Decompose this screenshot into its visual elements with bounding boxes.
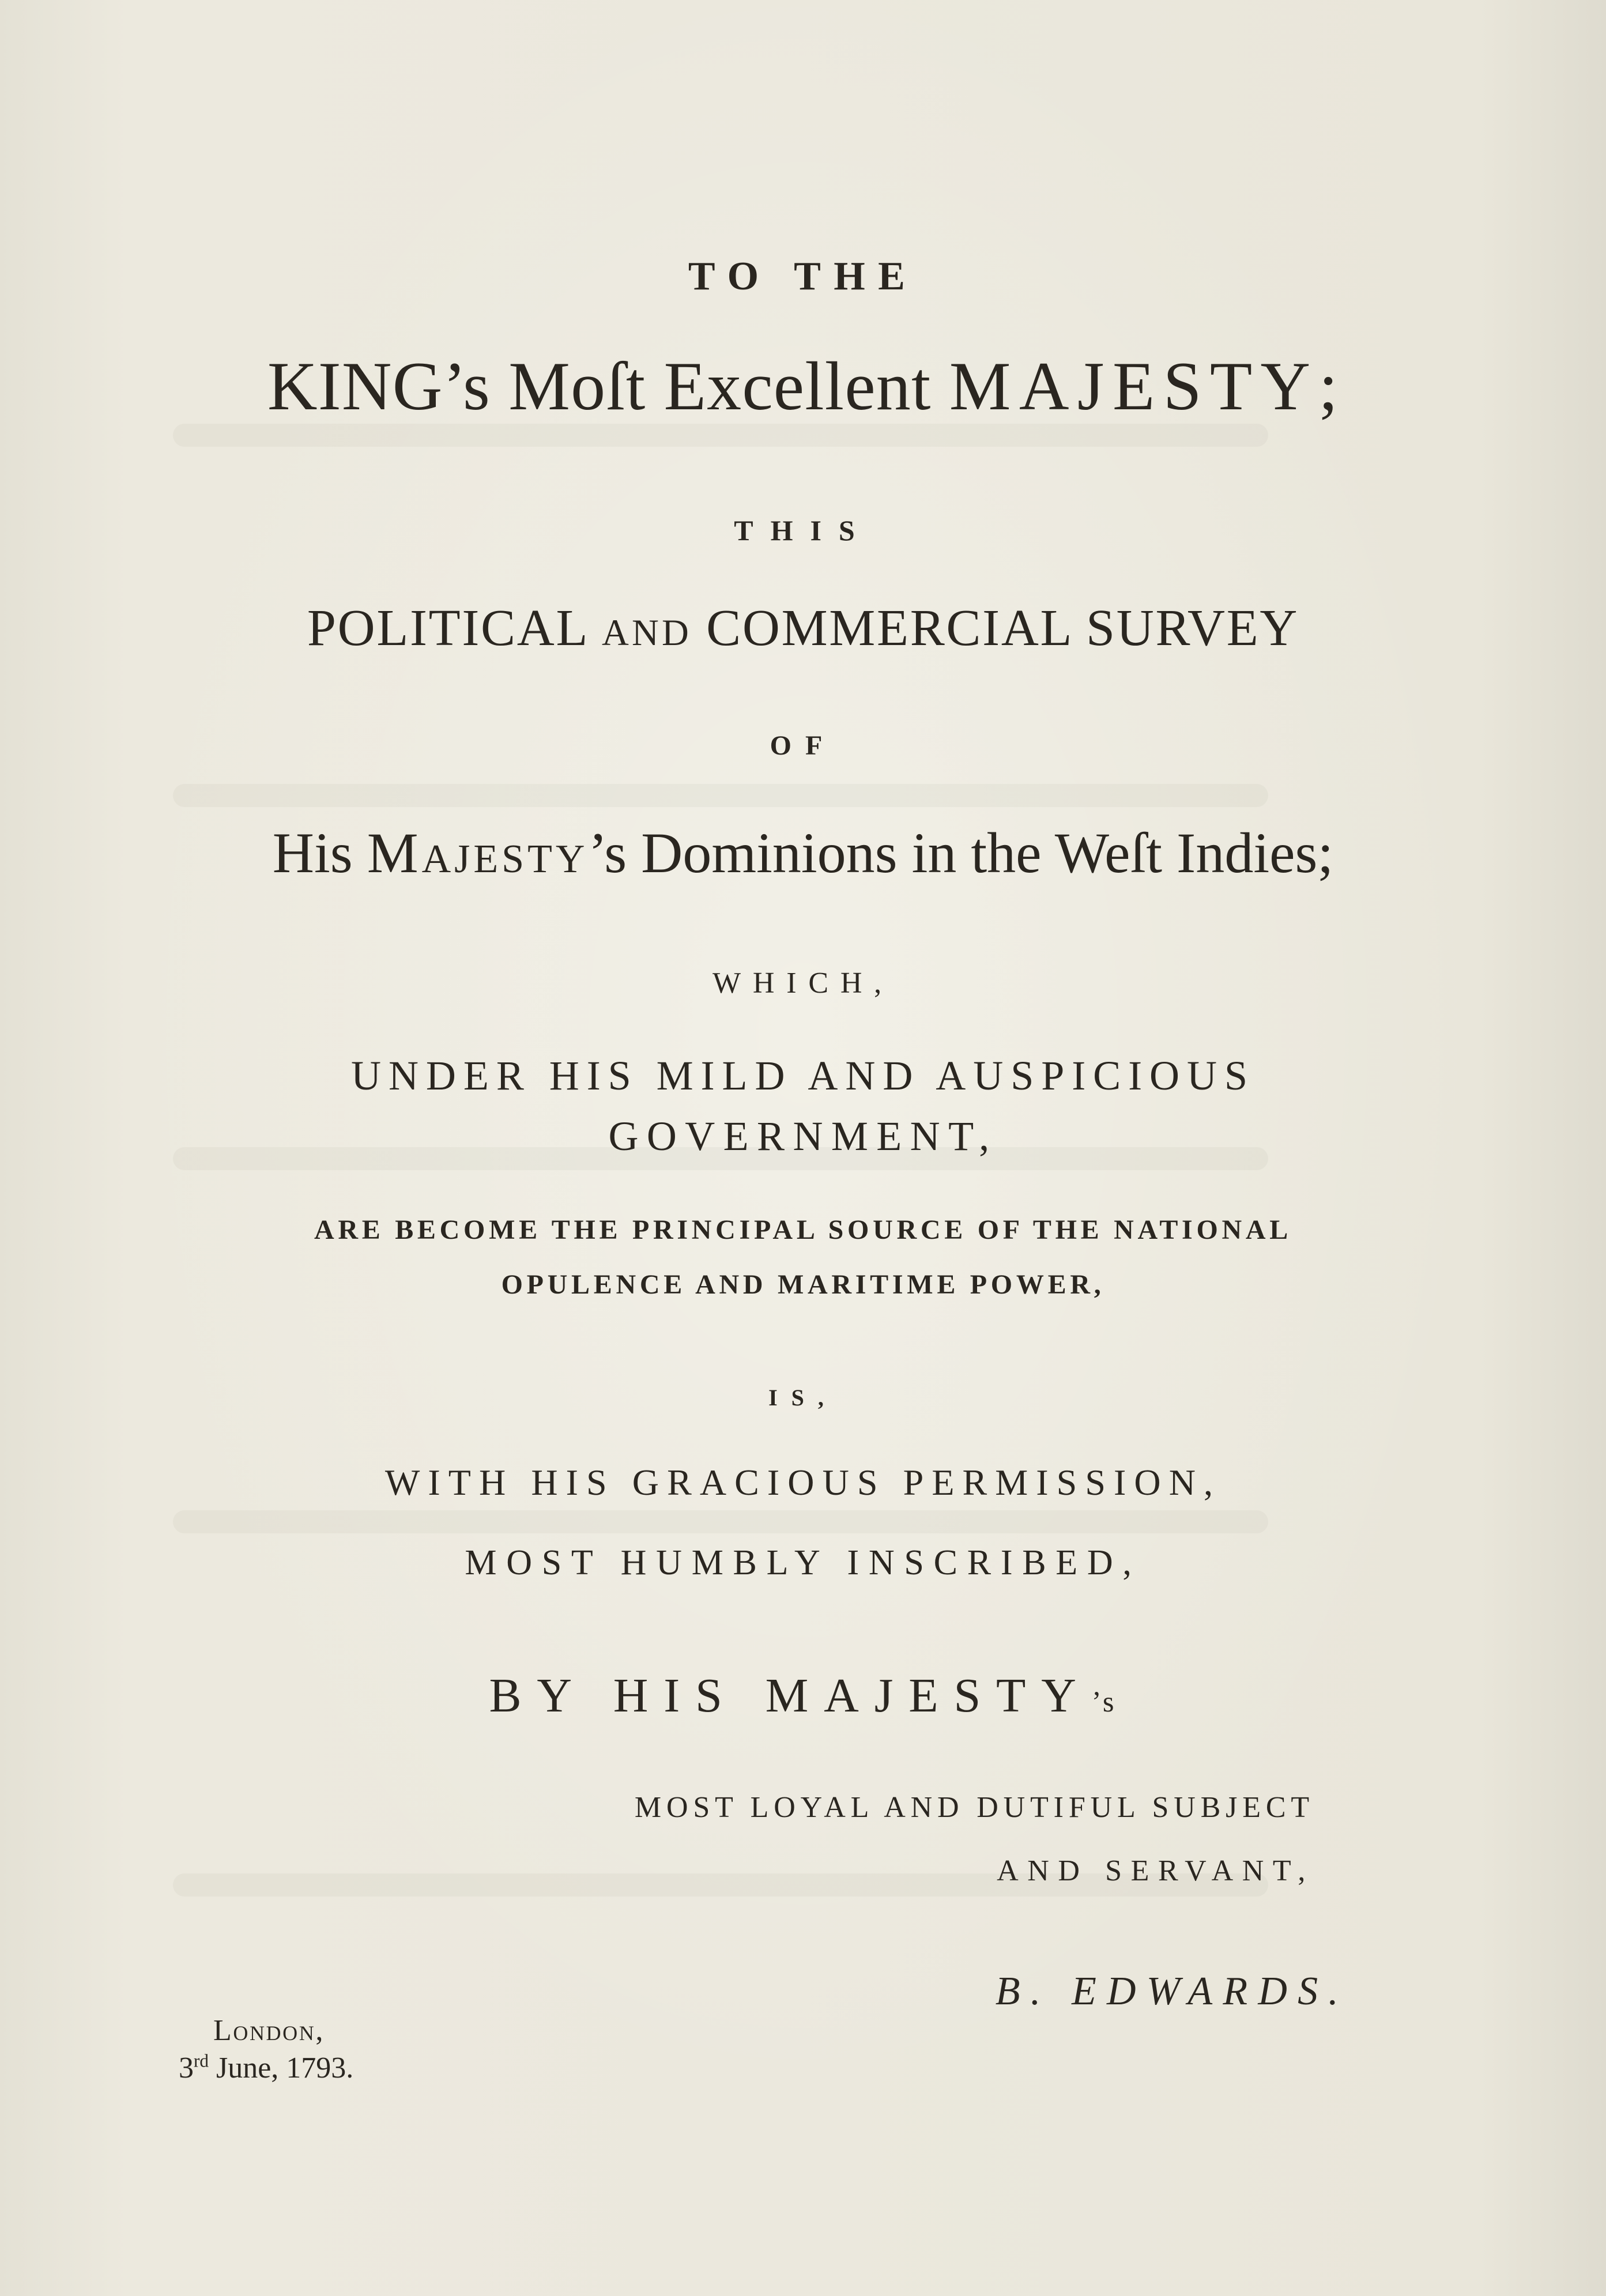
king-word: KING	[267, 348, 443, 424]
are-become-line: ARE BECOME THE PRINCIPAL SOURCE OF THE NATIONAL	[314, 1215, 1292, 1245]
to-the-heading: TO THE	[688, 254, 918, 299]
most-excellent: Moſt Excellent	[508, 348, 932, 424]
show-through-shadow	[173, 1510, 1268, 1533]
dateline-date-rest: June, 1793.	[208, 2052, 354, 2084]
of-word: OF	[770, 730, 836, 761]
king-possessive: ’s	[443, 348, 491, 424]
which-word: WHICH,	[712, 967, 894, 1000]
loyal-subject-line: MOST LOYAL AND DUTIFUL SUBJECT	[634, 1791, 1314, 1824]
political-word: POLITICAL	[307, 600, 587, 657]
dateline-day: 3	[179, 2052, 194, 2084]
by-majesty-line	[0, 1669, 1606, 1722]
this-word: THIS	[734, 514, 872, 546]
majesty-word: MAJESTY	[949, 348, 1319, 424]
king-line-semicolon: ;	[1318, 348, 1339, 424]
show-through-shadow	[173, 784, 1268, 807]
dateline	[179, 2012, 353, 2087]
dateline-day-suffix: rd	[194, 2050, 209, 2071]
servant-line: AND SERVANT,	[997, 1854, 1314, 1887]
opulence-line: OPULENCE AND MARITIME POWER,	[501, 1269, 1105, 1300]
signature: B. EDWARDS.	[995, 1969, 1349, 2014]
permission-line: WITH HIS GRACIOUS PERMISSION,	[384, 1462, 1222, 1503]
show-through-shadow	[173, 424, 1268, 447]
government-word: GOVERNMENT,	[608, 1113, 998, 1159]
dateline-date	[179, 2052, 353, 2084]
is-word: IS,	[768, 1385, 838, 1411]
and-word: AND	[602, 612, 692, 654]
his-word: His	[272, 821, 353, 885]
commercial-survey: COMMERCIAL SURVEY	[706, 600, 1299, 657]
dominions-line	[0, 821, 1606, 885]
survey-line	[0, 600, 1606, 657]
dominions-majesty: Majesty	[367, 821, 589, 885]
inscribed-line: MOST HUMBLY INSCRIBED,	[465, 1543, 1141, 1582]
by-majesty-possessive: ’s	[1091, 1686, 1117, 1718]
king-line	[0, 348, 1606, 424]
dominions-rest: ’s Dominions in the Weſt Indies;	[588, 821, 1334, 885]
by-his-majesty: BY HIS MAJESTY	[489, 1669, 1092, 1722]
dateline-place: London,	[213, 2014, 325, 2047]
under-line: UNDER HIS MILD AND AUSPICIOUS	[351, 1053, 1255, 1099]
